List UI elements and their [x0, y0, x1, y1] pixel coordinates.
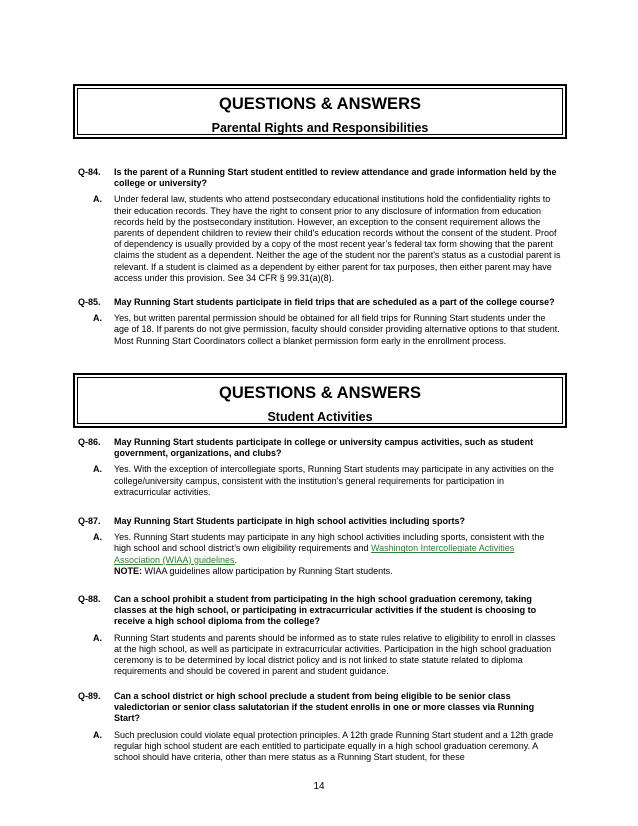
question — [78, 516, 562, 527]
qa-item-q84 — [78, 167, 562, 284]
answer-text-post: . — [234, 554, 238, 565]
qa-item-q88 — [78, 594, 562, 677]
answer-text: Such preclusion could violate equal protection principles. A 12th grade Running Start student and a 12th grade regular high school student are each entitled to participate equally in a high school graduation ceremony. A school should have criteria, other than mere status as a Running Start student, for these — [114, 729, 554, 763]
question-number: Q-89. — [78, 691, 101, 701]
answer-text: Under federal law, students who attend postsecondary educational institutions hold the confidentiality rights to their education records. They have the right to consent prior to any disclosure of information from education records held by the postsecondary institution. However, an exception to the consent requirement allows the parents of dependent children to review their child's education records without the consent of the student. Proof of dependency is usually provided by a copy of the most recent year’s federal tax form showing that the parent claims the student as a dependent. Neither the age of the student nor the parent's status as a custodial parent is relevant. If a student is claimed as a dependent by either parent for tax purposes, then either parent may have access under this provision. See 34 CFR § 99.31(a)(8). — [114, 194, 561, 283]
question — [78, 437, 562, 459]
question-number: Q-84. — [78, 167, 101, 177]
answer-text: Yes, but written parental permission should be obtained for all field trips for Running Start students under the age of 18. If parents do not give permission, faculty should consider providing alternative options to that student. Most Running Start Coordinators collect a blanket permission form early in the enrollment process. — [114, 313, 560, 346]
question-number: Q-87. — [78, 516, 101, 526]
answer — [78, 464, 562, 498]
answer-label: A. — [93, 532, 102, 543]
section-title: QUESTIONS & ANSWERS — [219, 384, 421, 402]
section-header-student-activities — [73, 373, 567, 428]
answer — [78, 532, 562, 577]
answer-label: A. — [93, 632, 102, 643]
section-header-parental-rights — [73, 84, 567, 139]
question — [78, 297, 562, 308]
section-subtitle: Student Activities — [267, 410, 373, 424]
answer-label: A. — [93, 464, 102, 475]
question — [78, 691, 562, 725]
answer-label: A. — [93, 194, 102, 205]
qa-item-q87 — [78, 516, 562, 577]
answer-text — [114, 532, 562, 577]
wiaa-guidelines-link[interactable]: Washington Intercollegiate Activities Association (WIAA) guidelines — [114, 543, 515, 565]
note-label: NOTE: — [114, 565, 142, 576]
qa-item-q89 — [78, 691, 562, 763]
answer-label: A. — [93, 313, 102, 324]
question-text: May Running Start students participate in college or university campus activities, such as student government, organizations, and clubs? — [114, 437, 534, 459]
section-header-inner — [77, 377, 563, 424]
question-text: May Running Start students participate in field trips that are scheduled as a part of the college course? — [114, 297, 555, 307]
question-text: Is the parent of a Running Start student entitled to review attendance and grade information held by the college or university? — [114, 167, 557, 189]
question-number: Q-88. — [78, 594, 101, 604]
question-text: Can a school prohibit a student from participating in the high school graduation ceremony, taking classes at the high school, or participating in extracurricular activities if the student is choosing to receive a high school diploma from the college? — [114, 594, 537, 627]
question-text: May Running Start Students participate in high school activities including sports? — [114, 516, 466, 526]
answer — [78, 633, 562, 678]
section-header-inner — [77, 88, 563, 135]
section-title: QUESTIONS & ANSWERS — [219, 95, 421, 113]
question-text: Can a school district or high school preclude a student from being eligible to be senior class valedictorian or senior class salutatorian if the student enrolls in one or more classes via Running Start? — [114, 691, 535, 724]
answer — [78, 194, 562, 284]
note-text: WIAA guidelines allow participation by Running Start students. — [142, 565, 393, 576]
section-subtitle: Parental Rights and Responsibilities — [211, 121, 429, 135]
question-number: Q-85. — [78, 297, 101, 307]
question — [78, 594, 562, 628]
answer — [78, 730, 562, 764]
page-number: 14 — [313, 781, 325, 792]
answer-label: A. — [93, 729, 102, 740]
answer — [78, 313, 562, 347]
answer-text: Running Start students and parents should be informed as to state rules relative to eligibility to enroll in classes at the high school, as well as participate in extracurricular activities. Participation in the high school graduation ceremony is to be determined by local district policy and is not linked to state statute related to diploma requirements and should be covered in parent and student guidance. — [114, 632, 556, 677]
answer-text-pre: Yes. Running Start students may participate in any high school activities including sports, consistent with the high school and school district’s own eligibility requirements and — [114, 532, 545, 554]
answer-text: Yes. With the exception of intercollegiate sports, Running Start students may participate in any activities on the college/university campus, consistent with the institution’s general requirements for participation in extracurricular activities. — [114, 464, 554, 497]
qa-item-q86 — [78, 437, 562, 498]
question — [78, 167, 562, 189]
question-number: Q-86. — [78, 437, 101, 447]
qa-item-q85 — [78, 297, 562, 347]
